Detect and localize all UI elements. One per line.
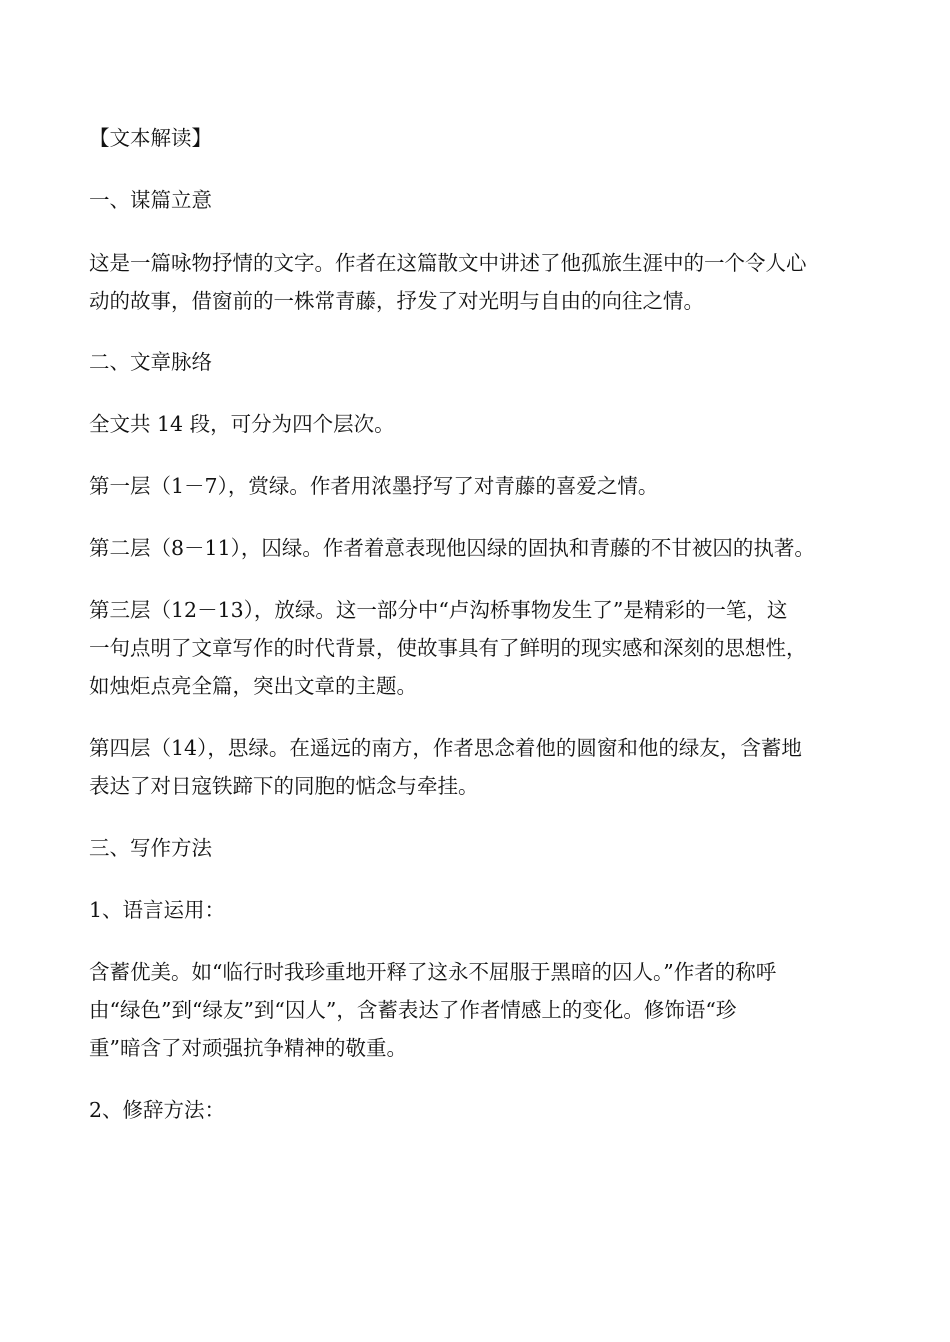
paragraph-layer-2: 第二层（8－11），囚绿。作者着意表现他囚绿的固执和青藤的不甘被囚的执著。 bbox=[89, 536, 815, 560]
paragraph-line: 如烛炬点亮全篇，突出文章的主题。 bbox=[89, 674, 417, 698]
section-title: 【文本解读】 bbox=[89, 126, 212, 150]
paragraph-purpose bbox=[89, 244, 869, 320]
paragraph-line: 表达了对日寇铁蹄下的同胞的惦念与牵挂。 bbox=[89, 774, 479, 798]
paragraph-line: 由“绿色”到“绿友”到“囚人”，含蓄表达了作者情感上的变化。修饰语“珍 bbox=[89, 998, 737, 1022]
paragraph-language bbox=[89, 953, 869, 1067]
paragraph-line: 动的故事，借窗前的一株常青藤，抒发了对光明与自由的向往之情。 bbox=[89, 289, 704, 313]
paragraph-structure-intro: 全文共 14 段，可分为四个层次。 bbox=[89, 412, 395, 436]
paragraph-line: 含蓄优美。如“临行时我珍重地开释了这永不屈服于黑暗的囚人。”作者的称呼 bbox=[89, 960, 777, 984]
paragraph-layer-3 bbox=[89, 591, 869, 705]
paragraph-line: 这是一篇咏物抒情的文字。作者在这篇散文中讲述了他孤旅生涯中的一个令人心 bbox=[89, 251, 807, 275]
heading-structure: 二、文章脉络 bbox=[89, 350, 212, 374]
paragraph-line: 第四层（14），思绿。在遥远的南方，作者思念着他的圆窗和他的绿友，含蓄地 bbox=[89, 736, 802, 760]
subheading-rhetoric: 2、修辞方法： bbox=[89, 1098, 226, 1122]
paragraph-line: 重”暗含了对顽强抗争精神的敬重。 bbox=[89, 1036, 407, 1060]
paragraph-line: 第三层（12－13），放绿。这一部分中“卢沟桥事物发生了”是精彩的一笔，这 bbox=[89, 598, 788, 622]
heading-writing-method: 三、写作方法 bbox=[89, 836, 212, 860]
paragraph-layer-1: 第一层（1－7），赏绿。作者用浓墨抒写了对青藤的喜爱之情。 bbox=[89, 474, 659, 498]
heading-purpose: 一、谋篇立意 bbox=[89, 188, 212, 212]
paragraph-layer-4 bbox=[89, 729, 869, 805]
paragraph-line: 一句点明了文章写作的时代背景，使故事具有了鲜明的现实感和深刻的思想性， bbox=[89, 636, 807, 660]
subheading-language: 1、语言运用： bbox=[89, 898, 226, 922]
